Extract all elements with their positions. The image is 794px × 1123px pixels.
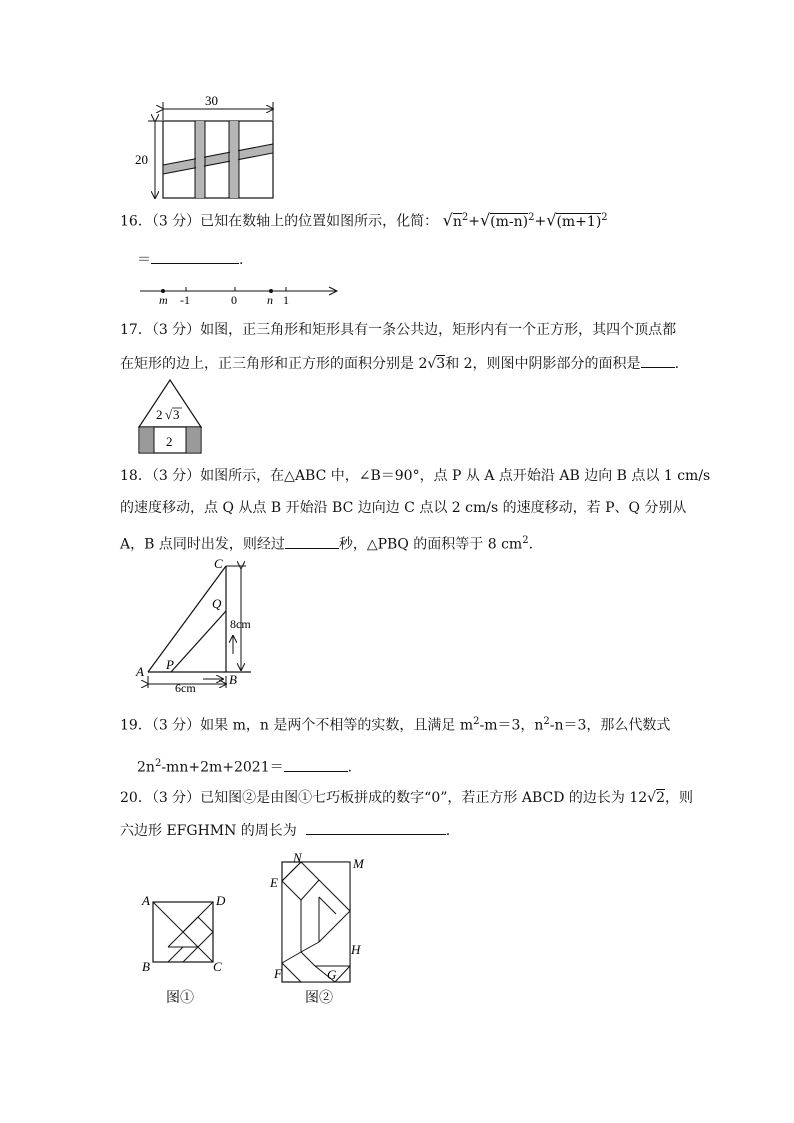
q16-plus-2: + — [534, 213, 547, 230]
q17-line2-a: 在矩形的边上，正三角形和正方形的面积分别是 2 — [120, 356, 428, 372]
fig2-caption: 图② — [305, 991, 333, 1005]
q19-line2-a: 2n — [137, 759, 155, 776]
fig1-label-C: C — [213, 959, 222, 974]
q20-sqrt: 2 — [656, 790, 665, 806]
q16-equals: ＝ — [137, 252, 151, 268]
label-n: n — [267, 293, 273, 307]
q16-prefix: 16．（3 分）已知在数轴上的位置如图所示，化简： — [120, 213, 439, 230]
q19-line2-b: -mn+2m+2021＝ — [161, 759, 284, 776]
q16-radicand-3: (m+1) — [556, 213, 602, 230]
q16-pow-1: 2 — [461, 212, 469, 223]
q19-pow-3: 2 — [154, 758, 162, 769]
label-6cm: 6cm — [175, 681, 196, 695]
label-one: 1 — [283, 293, 289, 307]
q16-pow-2: 2 — [528, 212, 535, 223]
q18-line-2: 的速度移动，点 Q 从点 B 开始沿 BC 边向边 C 点以 2 cm/s 的速度移动，若 P、Q 分别从 — [120, 500, 687, 516]
fig1-label-A: A — [142, 893, 150, 908]
fig2-label-M: M — [353, 856, 364, 871]
q18-line-1: 18．（3 分）如图所示，在△ABC 中，∠B＝90°，点 P 从 A 点开始沿 AB 边向 B 点以 1 cm/s — [120, 468, 711, 484]
q17-end: . — [674, 356, 680, 372]
q20-answer-blank[interactable] — [306, 820, 446, 835]
q19-line1-c: -n＝3，那么代数式 — [549, 717, 671, 734]
q18-pow: 2 — [522, 535, 529, 546]
q16-plus-1: + — [468, 213, 480, 230]
fig2-label-G: G — [327, 967, 337, 982]
label-A: A — [136, 664, 144, 679]
q19-answer-blank[interactable] — [284, 757, 348, 772]
q20-end: . — [445, 823, 451, 839]
q17-line-1: 17．（3 分）如图，正三角形和矩形具有一条公共边，矩形内有一个正方形，其四个顶点都 — [120, 322, 677, 338]
q19-pow-1: 2 — [473, 716, 480, 727]
fig1-caption: 图① — [166, 991, 194, 1004]
height-label: 20 — [135, 152, 148, 167]
fig2-label-F: F — [274, 966, 282, 981]
width-label: 30 — [205, 93, 218, 108]
fig2-label-H: H — [351, 942, 361, 957]
fig2-label-N: N — [293, 850, 302, 865]
tri-area-sqrt: 3 — [173, 407, 180, 422]
question-16: 16．（3 分）已知在数轴上的位置如图所示，化简： $√n^2+√(m-n)^2+√(m+1)^2$ — [120, 210, 608, 230]
q20-line1-a: 20．（3 分）已知图②是由图①七巧板拼成的数字“0”，若正方形 ABCD 的边长为 12 — [120, 790, 648, 806]
label-m: m — [159, 293, 168, 307]
tri-sqrt-sign: √ — [165, 407, 173, 422]
label-zero: 0 — [231, 293, 237, 307]
q20-line-1: 20．（3 分）已知图②是由图①七巧板拼成的数字“0”，若正方形 ABCD 的边长为 12√2，则 — [120, 790, 693, 806]
square-area: 2 — [166, 434, 173, 449]
q19-pow-2: 2 — [543, 716, 550, 727]
q18-end: . — [528, 536, 534, 553]
q17-line-2: 在矩形的边上，正三角形和正方形的面积分别是 2√3和 2，则图中阴影部分的面积是 . — [120, 353, 679, 374]
road-rectangle-figure — [133, 92, 283, 202]
fig1-label-B: B — [142, 959, 150, 974]
label-P: P — [166, 657, 174, 672]
tangram-zero-figure — [265, 850, 375, 1005]
fig2-label-E: E — [270, 875, 278, 890]
q16-answer-blank[interactable] — [151, 249, 239, 264]
number-line-figure — [138, 281, 343, 307]
tangram-square-figure — [139, 889, 234, 1004]
tri-area-coef: 2 — [156, 407, 163, 422]
q17-sqrt: 3 — [436, 356, 446, 372]
label-B: B — [229, 672, 237, 687]
q16-end: . — [239, 252, 244, 268]
label-neg1: -1 — [180, 293, 190, 307]
q19-line1-a: 19．（3 分）如果 m，n 是两个不相等的实数，且满足 m — [120, 717, 474, 734]
q18-line-3 — [120, 531, 533, 555]
q18-line3-a: A，B 点同时出发，则经过 — [120, 536, 285, 553]
q16-answer-line — [137, 249, 243, 270]
q16-pow-3: 2 — [601, 212, 608, 223]
q17-answer-blank[interactable] — [641, 353, 675, 368]
q16-radicand-1: n — [452, 213, 462, 230]
label-C: C — [214, 556, 223, 571]
q18-line3-b: 秒，△PBQ 的面积等于 8 cm — [338, 536, 523, 553]
right-triangle-figure — [133, 556, 268, 696]
q18-answer-blank[interactable] — [285, 534, 339, 549]
q19-line-2 — [137, 754, 352, 778]
q20-line2-a: 六边形 EFGHMN 的周长为 — [120, 823, 297, 839]
q20-line-2 — [120, 820, 450, 841]
q19-end: . — [347, 759, 353, 776]
q17-line2-b: 和 2，则图中阴影部分的面积是 — [445, 356, 641, 372]
q20-line1-b: ，则 — [665, 790, 693, 806]
q19-line-1 — [120, 712, 670, 736]
q19-line1-b: -m＝3，n — [479, 717, 544, 734]
q16-radicand-2: (m-n) — [490, 213, 529, 230]
label-Q: Q — [212, 596, 222, 611]
label-8cm: 8cm — [230, 617, 251, 631]
fig1-label-D: D — [216, 893, 226, 908]
triangle-rectangle-figure — [136, 378, 204, 456]
